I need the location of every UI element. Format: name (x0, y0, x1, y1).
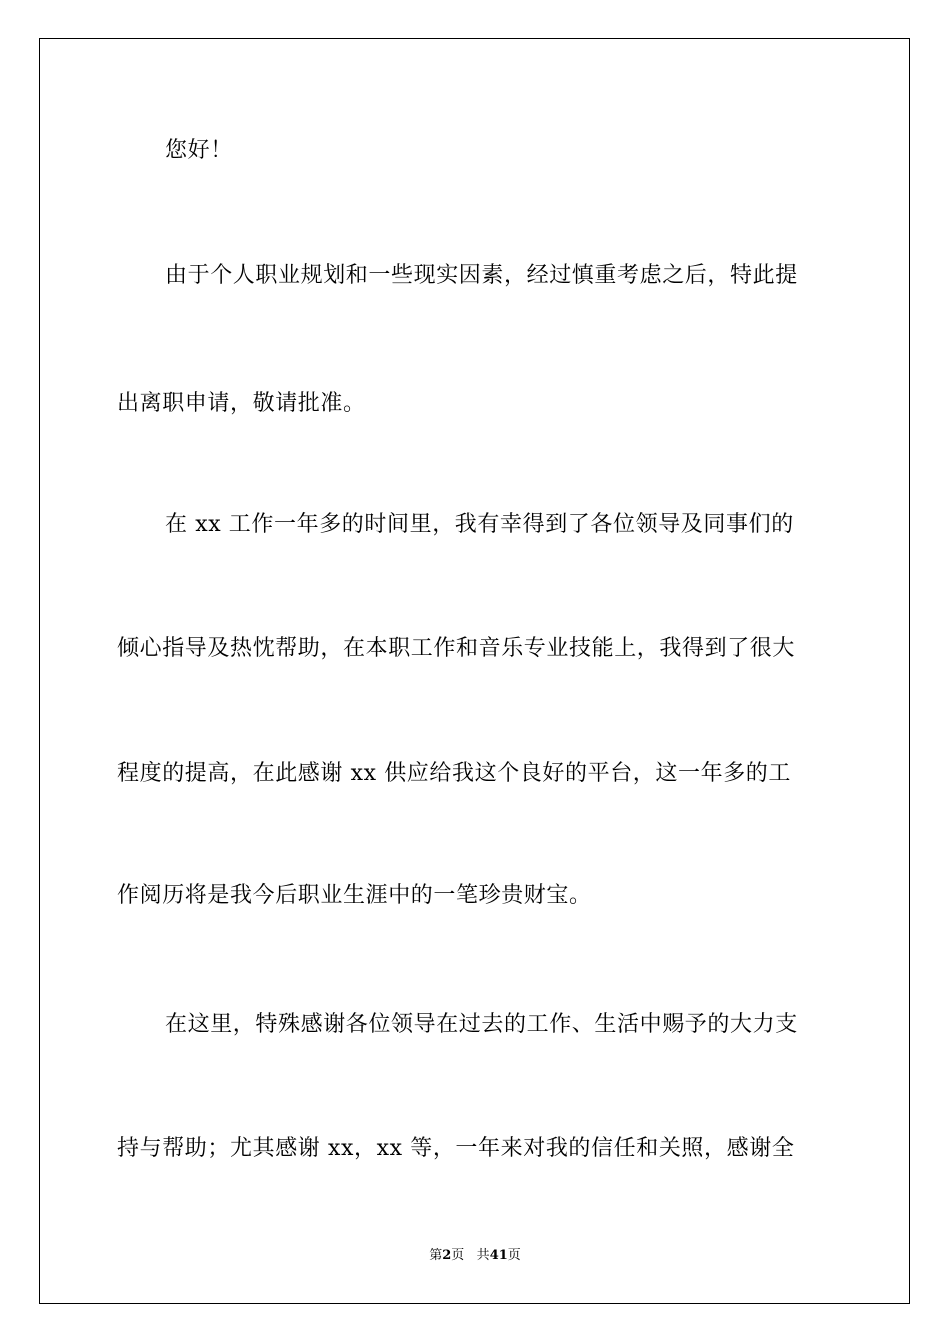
paragraph-line: 倾心指导及热忱帮助，在本职工作和音乐专业技能上，我得到了很大 (117, 636, 796, 661)
total-pages: 41 (489, 1248, 508, 1263)
paragraph-line: 在 xx 工作一年多的时间里，我有幸得到了各位领导及同事们的 (165, 512, 794, 537)
paragraph-line: 由于个人职业规划和一些现实因素，经过慎重考虑之后，特此提 (165, 263, 798, 288)
page-suffix: 页 (451, 1248, 465, 1263)
page-border (39, 38, 910, 1304)
page-footer (0, 1247, 950, 1265)
paragraph-line: 在这里，特殊感谢各位领导在过去的工作、生活中赐予的大力支 (165, 1012, 798, 1037)
total-prefix: 共 (476, 1248, 490, 1263)
paragraph-line: 作阅历将是我今后职业生涯中的一笔珍贵财宝。 (117, 883, 592, 908)
paragraph-line: 出离职申请，敬请批准。 (117, 391, 366, 416)
paragraph-line: 持与帮助；尤其感谢 xx，xx 等，一年来对我的信任和关照，感谢全 (117, 1136, 795, 1161)
total-suffix: 页 (507, 1248, 521, 1263)
page-number: 2 (442, 1248, 452, 1263)
greeting-line: 您好！ (165, 138, 233, 163)
paragraph-line: 程度的提高，在此感谢 xx 供应给我这个良好的平台，这一年多的工 (117, 761, 792, 786)
page-prefix: 第 (429, 1248, 443, 1263)
